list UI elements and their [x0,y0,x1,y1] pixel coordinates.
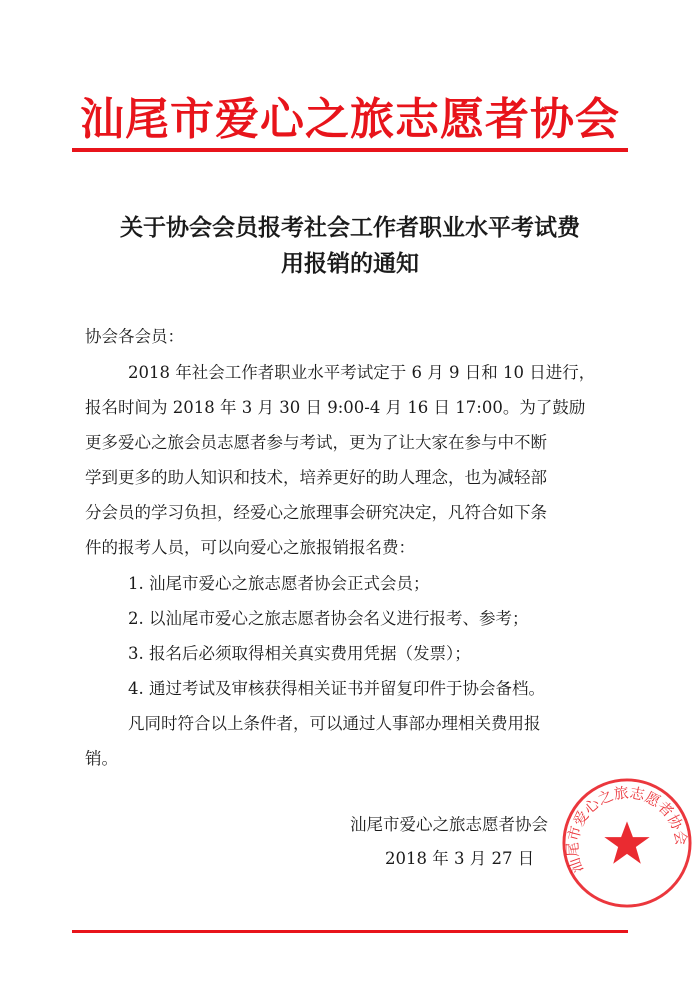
condition-item: 4. 通过考试及审核获得相关证书并留复印件于协会备档。 [128,679,545,698]
condition-item: 1. 汕尾市爱心之旅志愿者协会正式会员； [128,574,430,593]
notice-title-line-1: 关于协会会员报考社会工作者职业水平考试费 [120,214,580,241]
official-seal-stamp [560,776,694,910]
body-line: 报名时间为 2018 年 3 月 30 日 9:00-4 月 16 日 17:00。为了鼓励 [85,398,586,417]
notice-title-line-2: 用报销的通知 [281,250,419,277]
salutation: 协会各会员： [85,327,184,346]
signature-date: 2018 年 3 月 27 日 [385,849,535,868]
stamp-text: 汕尾市爱心之旅志愿者协会 [564,784,690,876]
condition-item: 3. 报名后必须取得相关真实费用凭据（发票）； [128,644,471,663]
top-red-divider [72,148,628,152]
body-line: 分会员的学习负担，经爱心之旅理事会研究决定，凡符合如下条 [85,503,547,522]
signature-org: 汕尾市爱心之旅志愿者协会 [350,815,548,834]
organization-letterhead: 汕尾市爱心之旅志愿者协会 [80,94,620,145]
body-line: 销。 [85,749,118,768]
body-line: 件的报考人员，可以向爱心之旅报销报名费： [85,538,415,557]
body-line: 更多爱心之旅会员志愿者参与考试，更为了让大家在参与中不断 [85,433,547,452]
body-line: 凡同时符合以上条件者，可以通过人事部办理相关费用报 [128,714,541,733]
star-icon [604,821,649,863]
bottom-red-divider [72,930,628,933]
body-line: 2018 年社会工作者职业水平考试定于 6 月 9 日和 10 日进行， [128,363,596,382]
condition-item: 2. 以汕尾市爱心之旅志愿者协会名义进行报考、参考； [128,609,529,628]
body-line: 学到更多的助人知识和技术，培养更好的助人理念，也为减轻部 [85,468,547,487]
